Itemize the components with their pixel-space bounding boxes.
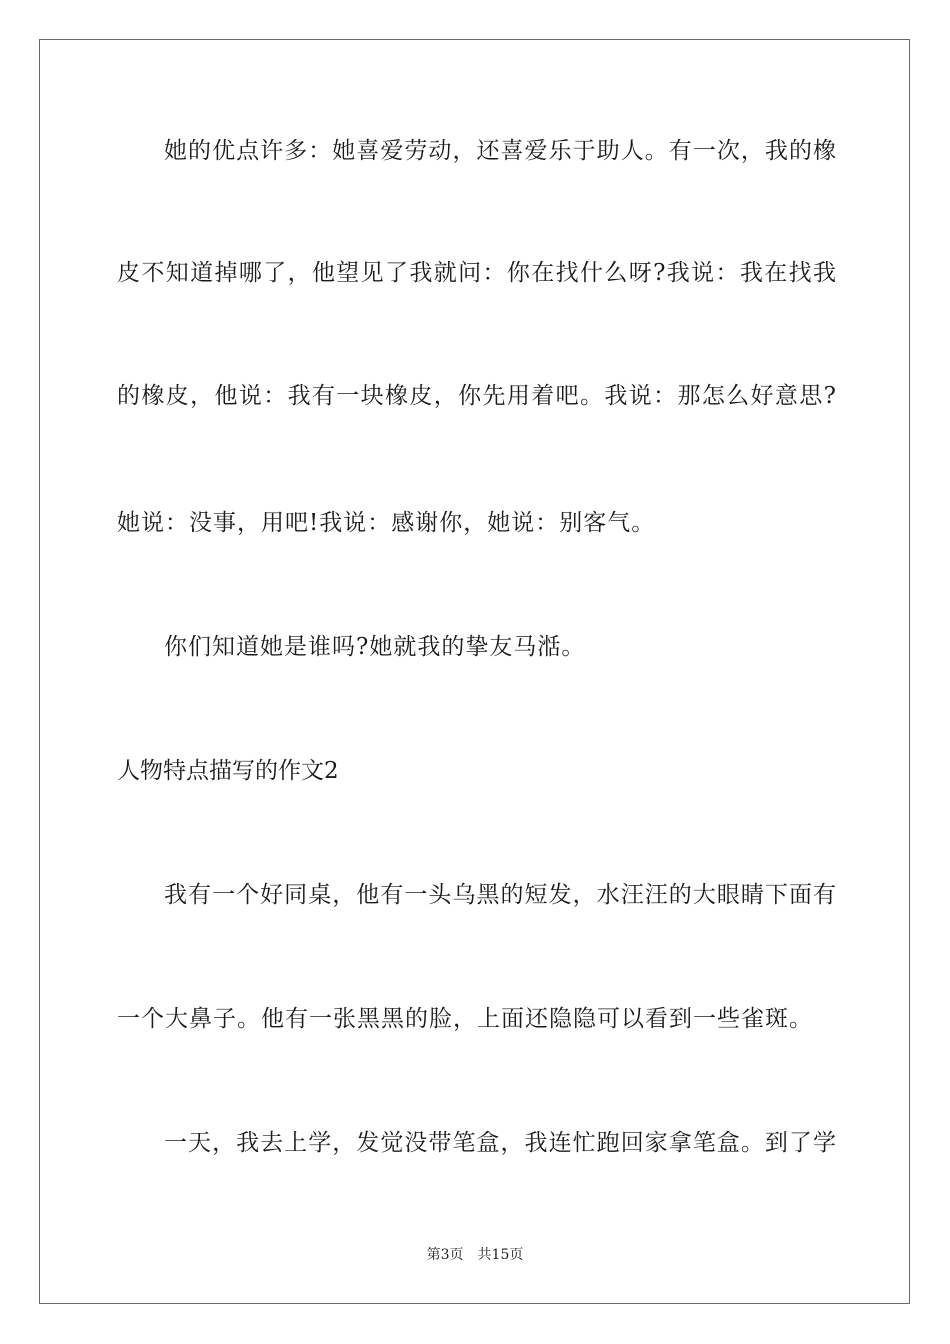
page-border [39, 39, 910, 1304]
page-number-footer: 第3页 共15页 [426, 1247, 524, 1263]
paragraph-line: 的橡皮，他说：我有一块橡皮，你先用着吧。我说：那怎么好意思? [117, 383, 837, 409]
paragraph-line: 皮不知道掉哪了，他望见了我就问：你在找什么呀?我说：我在找我 [117, 260, 837, 286]
paragraph-line: 我有一个好同桌，他有一头乌黑的短发，水汪汪的大眼睛下面有 [164, 882, 837, 908]
section-heading: 人物特点描写的作文2 [117, 758, 339, 784]
paragraph-line: 一个大鼻子。他有一张黑黑的脸，上面还隐隐可以看到一些雀斑。 [117, 1006, 813, 1032]
paragraph-line: 她说：没事，用吧!我说：感谢你，她说：别客气。 [117, 510, 656, 536]
paragraph-line: 她的优点许多：她喜爱劳动，还喜爱乐于助人。有一次，我的橡 [164, 138, 837, 164]
paragraph-line: 你们知道她是谁吗?她就我的挚友马湉。 [164, 634, 586, 660]
paragraph-line: 一天，我去上学，发觉没带笔盒，我连忙跑回家拿笔盒。到了学 [164, 1130, 837, 1156]
